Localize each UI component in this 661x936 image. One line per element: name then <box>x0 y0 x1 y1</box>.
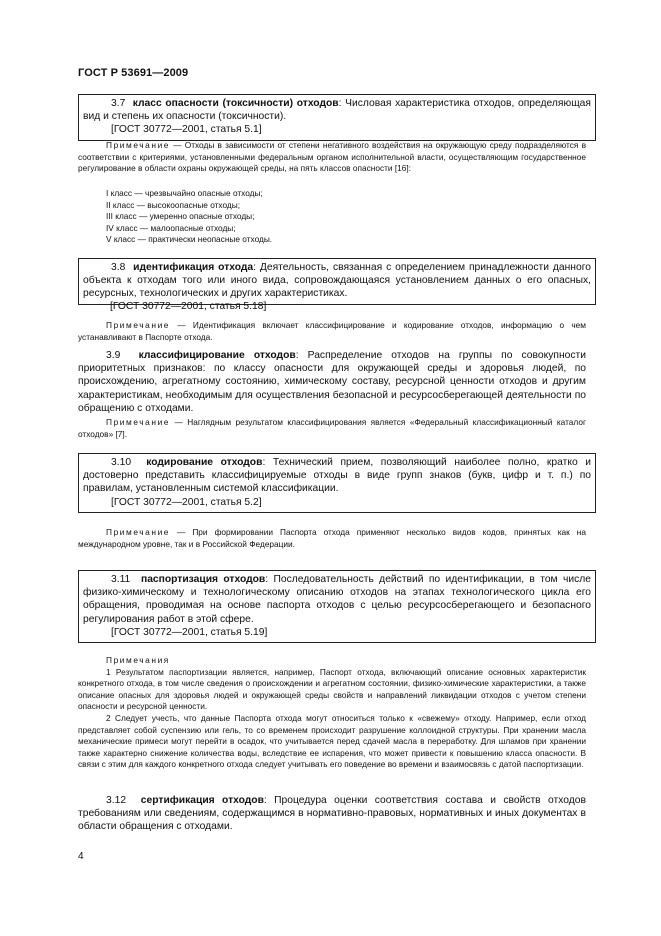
clause-number: 3.10 <box>111 457 132 468</box>
definition-text: : Распределение отходов на группы по совокупности приоритетных признаков: по классу опасности для окружающей среды и здоровья людей, по происхождению, агрегатному состоянию, химическому составу, ресурсной ценности отходов и другим характеристикам, необходимым для осуществления безопасной и ресурсосберегающей деятельности по обращению с отходами. <box>78 350 586 414</box>
notes-3-11 <box>78 655 586 771</box>
note-3-10 <box>78 527 586 550</box>
definition-3-11 <box>78 570 596 643</box>
note-3-9 <box>78 417 586 440</box>
source-reference: [ГОСТ 30772—2001, статья 5.2] <box>111 496 262 508</box>
definition-3-8 <box>78 258 596 305</box>
term: кодирование отходов <box>146 457 263 468</box>
note-text: — При формировании Паспорта отхода применяют несколько видов кодов, принятых как на международном уровне, так и в Российской Федерации. <box>78 527 586 549</box>
term: класс опасности (токсичности) отходов <box>132 98 339 109</box>
list-item: II класс — высокоопасные отходы; <box>106 199 241 210</box>
note-label: Примечание <box>106 140 171 150</box>
note-2: 2 Следует учесть, что данные Паспорта отхода могут относиться только к «свежему» отходу. Например, если отход представляет собой суспензию или гель, то со временем происходит разрушение коллоидной структуры. При хранении масла механические примеси могут перейти в осадок, что учитывается перед сдачей масла в переработку. Для шламов при хранении также характерно снижение количества воды, вследствие ее испарения, что может привести к повышению класса опасности. В связи с этим для каждого конкретного отхода следует учитывать его поведение во времени и взаимосвязь с датой паспортизации. <box>78 712 586 770</box>
source-reference: [ГОСТ 30772—2001, статья 5.1] <box>111 124 262 136</box>
clause-number: 3.7 <box>111 98 126 109</box>
term: сертификация отходов <box>140 795 264 806</box>
source-reference: [ГОСТ 30772—2001, статья 5.19] <box>111 626 268 638</box>
term: идентификация отхода <box>133 262 254 273</box>
note-3-8 <box>78 320 586 343</box>
term: паспортизация отходов <box>140 574 266 585</box>
clause-number: 3.11 <box>111 574 131 585</box>
definition-text: : Числовая характеристика отходов, определяющая вид и степень их опасности (токсичности). <box>83 98 591 123</box>
note-text: — Идентификация включает классифицирование и кодирование отходов, информацию о чем устанавливают в Паспорте отхода. <box>78 320 586 342</box>
clause-number: 3.9 <box>106 350 121 361</box>
notes-label: Примечания <box>106 655 170 665</box>
definition-3-7 <box>78 94 596 141</box>
note-text: — Наглядным результатом классифицирования является «Федеральный классификационный каталог отходов» [7]. <box>78 417 586 439</box>
note-label: Примечание <box>106 527 171 537</box>
document-header: ГОСТ Р 53691—2009 <box>78 67 189 79</box>
clause-number: 3.12 <box>106 795 127 806</box>
note-text: — Отходы в зависимости от степени негативного воздействия на окружающую среду подразделяются в соответствии с критериями, установленными федеральным органом исполнительной власти, осуществляющим государственное регулирование в области охраны окружающей среды, на пять классов опасности [16]: <box>78 140 586 174</box>
list-item: I класс — чрезвычайно опасные отходы; <box>106 188 263 198</box>
definition-text: : Процедура оценки соответствия состава и свойств отходов требованиям или сведениям, содержащимся в нормативно-правовых, нормативных и иных документах в области обращения с отходами. <box>78 795 586 833</box>
definition-text: : Деятельность, связанная с определением принадлежности данного объекта к отходам того или иного вида, сопровождающаяся установлением данных о его опасных, ресурсных, технологических и других характеристиках. <box>83 262 591 300</box>
definition-text: : Технический прием, позволяющий наиболее полно, кратко и достоверно представить классифицируемые отходы в виде групп знаков (букв, цифр и т. п.) по правилам, установленным системой классификации. <box>83 457 591 495</box>
list-item: III класс — умеренно опасные отходы; <box>106 211 255 222</box>
definition-3-9 <box>78 349 586 415</box>
note-label: Примечание <box>106 417 171 427</box>
list-item: IV класс — малоопасные отходы; <box>106 222 236 233</box>
definition-text: : Последовательность действий по идентификации, в том числе физико-химическому и технологическому описанию отходов на этапах технологического цикла его обращения, проводимая на основе паспорта отходов с целью ресурсосберегающего и безопасного регулирования работ в этой сфере. <box>83 574 591 625</box>
source-reference: [ГОСТ 30772—2001, статья 5.18] <box>110 301 267 312</box>
definition-3-12 <box>78 794 586 834</box>
note-3-7 <box>78 140 586 175</box>
note-1: 1 Результатом паспортизации является, например, Паспорт отхода, включающий описание основных характеристик конкретного отхода, в том числе сведения о происхождении и агрегатном состоянии, физико-химические характеристики, а также описание опасных для здоровья людей и окружающей среды свойств и направлений ликвидации отходов с учетом степени опасности и ресурсной ценности. <box>78 666 586 712</box>
clause-number: 3.8 <box>111 262 126 273</box>
term: классифицирование отходов <box>138 350 296 361</box>
hazard-class-list <box>106 188 272 246</box>
note-label: Примечание <box>106 320 171 330</box>
list-item: V класс — практически неопасные отходы. <box>106 234 273 245</box>
definition-3-10 <box>78 453 596 513</box>
page-number: 4 <box>78 851 84 862</box>
